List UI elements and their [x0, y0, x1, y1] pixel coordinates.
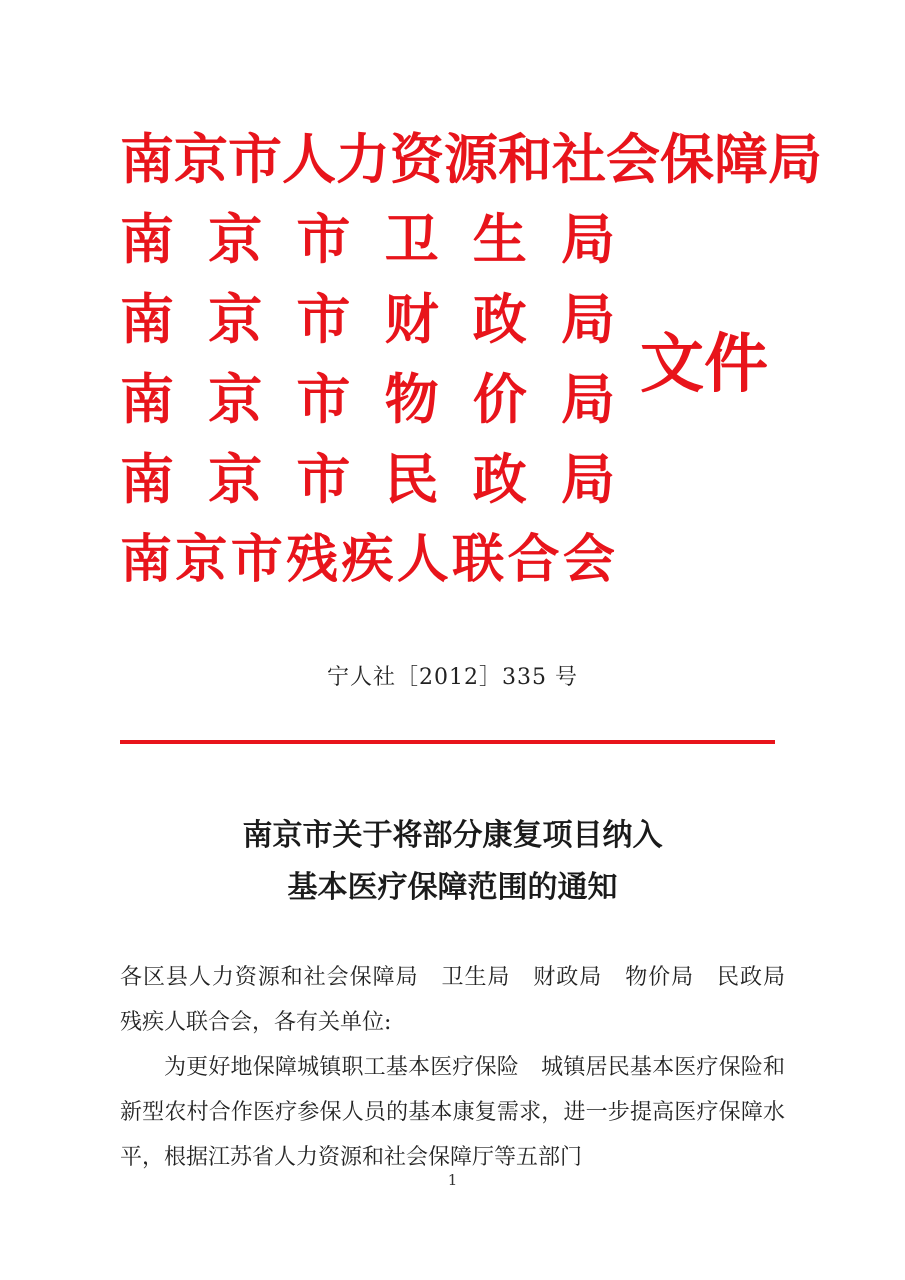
- issuer-char: 市: [230, 530, 283, 590]
- document-suffix: 文件: [640, 328, 768, 402]
- issuer-char: 合: [507, 530, 560, 590]
- issuer-char: 南: [120, 208, 174, 271]
- issuer-char: 卫: [384, 208, 439, 271]
- issuer-char: 南: [120, 288, 174, 351]
- issuer-char: 京: [208, 368, 263, 431]
- issuer-char: 联: [452, 530, 505, 590]
- body-paragraph: 为更好地保障城镇职工基本医疗保险 城镇居民基本医疗保险和新型农村合作医疗参保人员的基本康复需求，进一步提高医疗保障水平，根据江苏省人力资源和社会保障厅等五部门: [120, 1055, 785, 1170]
- issuer-finance: [120, 280, 615, 360]
- issuer-char: 政: [472, 288, 527, 351]
- issuer-char: 财: [384, 288, 439, 351]
- salutation: 各区县人力资源和社会保障局 卫生局 财政局 物价局 民政局 残疾人联合会，各有关单位:: [120, 965, 808, 1035]
- page-number: 1: [447, 1171, 458, 1189]
- issuer-health: [120, 200, 615, 280]
- issuer-char: 价: [472, 368, 527, 431]
- issuer-char: 政: [472, 448, 527, 511]
- issuer-char: 南: [120, 448, 174, 511]
- issuer-char: 民: [384, 448, 439, 511]
- issuer-hrss: 南京市人力资源和社会保障局: [120, 128, 822, 191]
- issuer-char: 人: [396, 530, 449, 590]
- document-number: 宁人社［2012］335 号: [327, 665, 578, 690]
- issuer-char: 京: [208, 448, 263, 511]
- issuer-price: [120, 360, 615, 440]
- issuer-char: 局: [560, 208, 615, 271]
- issuer-civil-affairs: [120, 440, 615, 520]
- issuer-char: 生: [472, 208, 527, 271]
- issuer-char: 京: [208, 208, 263, 271]
- red-divider: [120, 740, 775, 744]
- issuer-char: 局: [560, 288, 615, 351]
- issuer-char: 局: [560, 368, 615, 431]
- title-line-1: 南京市关于将部分康复项目纳入: [242, 818, 663, 853]
- issuer-char: 南: [120, 368, 174, 431]
- issuer-char: 南: [120, 530, 173, 590]
- issuer-char: 市: [296, 208, 351, 271]
- issuer-char: 市: [296, 448, 351, 511]
- title-line-2: 基本医疗保障范围的通知: [287, 870, 618, 905]
- document-body: [120, 955, 808, 1180]
- issuer-char: 物: [384, 368, 439, 431]
- document-title: [0, 810, 905, 914]
- issuer-char: 市: [296, 288, 351, 351]
- issuer-char: 市: [296, 368, 351, 431]
- issuer-char: 京: [208, 288, 263, 351]
- issuer-char: 会: [562, 530, 615, 590]
- issuer-char: 疾: [341, 530, 394, 590]
- issuer-char: 京: [175, 530, 228, 590]
- issuer-char: 局: [560, 448, 615, 511]
- issuer-disabled-federation: [120, 520, 615, 600]
- issuer-char: 残: [286, 530, 339, 590]
